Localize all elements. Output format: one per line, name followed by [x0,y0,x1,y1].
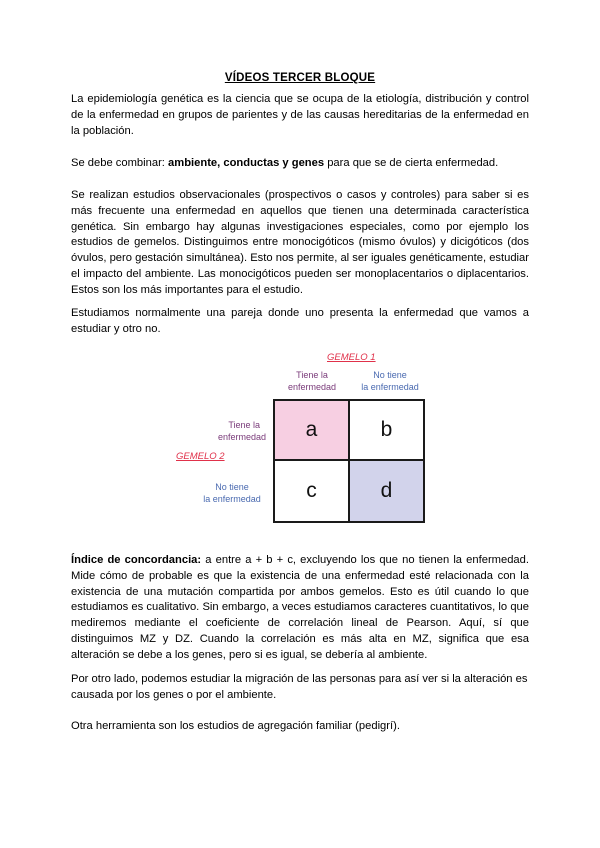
combination-prefix: Se debe combinar: [71,157,169,169]
col-header-no-disease [352,369,428,393]
paragraph-observational-studies: Se realizan estudios observacionales (prospectivos o casos y controles) para saber si es más frecuente una enfermedad en aquellos que tienen una determinada característica genética. Sin embargo hay algunas investigaciones especiales, como por ejemplo los estudios de gemelos. Distinguimos entre monocigóticos (mismo óvulos) y dicigóticos (dos óvulos, pero gestación simultánea). Esto nos permite, al ser iguales genéticamente, estudiar el impacto del ambiente. Las monocigóticos pueden ser monoplacentarios o diplacentarios. Estos son los más importantes para el estudio. [71,189,529,296]
paragraph-intro: La epidemiología genética es la ciencia que se ocupa de la etiología, distribución y control de la enfermedad en grupos de parientes y de las causas hereditarias de la enfermedad en la población. [71,93,529,137]
row-header-has-disease-line2: enfermedad [217,432,266,442]
col-header-has-disease [277,369,347,393]
combination-suffix: para que se de cierta enfermedad. [324,157,499,169]
row-header-has-disease-line1: Tiene la [228,420,260,430]
concordance-grid [273,399,425,523]
gemelo-2-label: GEMELO 2 [176,451,225,462]
row-header-no-disease [196,481,268,505]
paragraph-migration: Por otro lado, podemos estudiar la migración de las personas para así ver si la alteración es causada por los genes o por el ambiente. [71,673,528,701]
paragraph-concordance-index [71,553,529,664]
cell-b: b [350,401,423,461]
paragraph-family-aggregation: Otra herramienta son los estudios de agregación familiar (pedigrí). [71,720,400,732]
col-header-no-disease-line2: la enfermedad [361,382,419,392]
paragraph-combination [71,156,529,172]
combination-keywords: ambiente, conductas y genes [168,157,325,169]
document-title: VÍDEOS TERCER BLOQUE [224,72,376,84]
col-header-has-disease-line2: enfermedad [287,382,337,392]
row-header-has-disease [200,419,266,443]
concordance-term: Índice de concordancia: [71,554,202,566]
row-header-no-disease-line1: No tiene [215,482,249,492]
gemelo-1-label: GEMELO 1 [327,352,376,363]
col-header-no-disease-line1: No tiene [373,370,407,380]
row-header-no-disease-line2: la enfermedad [203,494,261,504]
paragraph-twin-pair: Estudiamos normalmente una pareja donde uno presenta la enfermedad que vamos a estudiar y otro no. [71,307,529,335]
cell-c: c [275,461,350,521]
cell-a: a [275,401,350,461]
concordance-definition: a entre a + b + c, excluyendo los que no tienen la enfermedad. Mide cómo de probable es que la existencia de una enfermedad esté relacionada con la existencia de una mutación compartida por ambos gemelos. Esto es útil cuando lo que estudiamos es cualitativo. Sin embargo, a veces estudiamos caracteres cuantitativos, lo que mediremos mediante el coeficiente de correlación lineal de Pearson. Aquí, sí que distinguimos MZ y DZ. Cuando la correlación es más alta en MZ, significa que esa alteración se debe a los genes, pero si es igual, se debería al ambiente. [71,554,529,661]
col-header-has-disease-line1: Tiene la [296,370,328,380]
cell-d: d [350,461,423,521]
